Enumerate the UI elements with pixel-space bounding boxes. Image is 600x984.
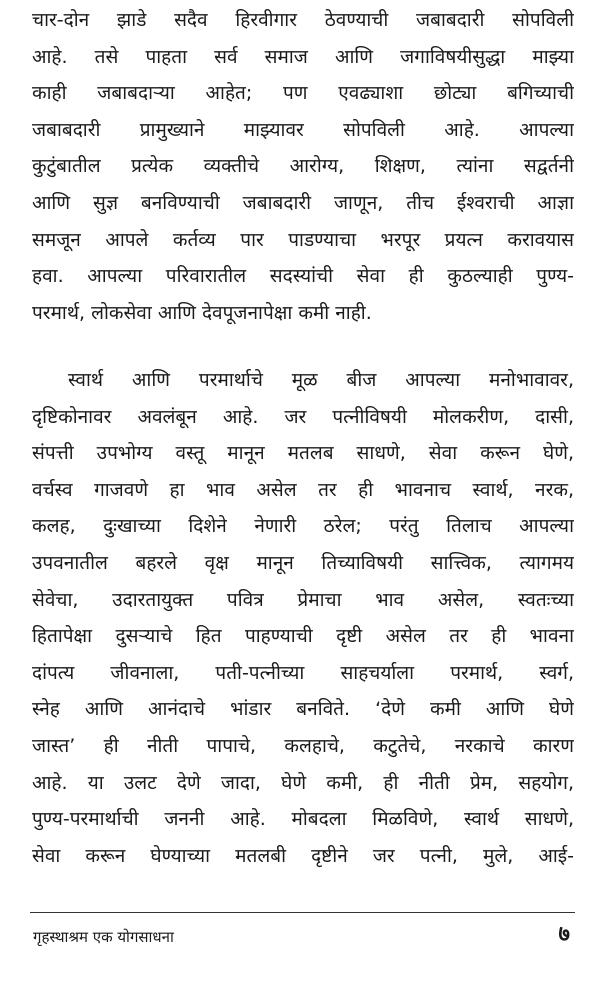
- text-line: उपवनातील बहरले वृक्ष मानून तिच्याविषयी सात्त्विक, त्यागमय: [32, 551, 574, 574]
- paragraph-2: [32, 362, 574, 874]
- text-line: काही जबाबदाऱ्या आहेत; पण एवढ्याशा छोट्या बगिच्याची: [32, 82, 574, 105]
- text-line: समजून आपले कर्तव्य पार पाडण्याचा भरपूर प्रयत्न करावयास: [32, 228, 574, 251]
- text-line: स्वार्थ आणि परमार्थाचे मूळ बीज आपल्या मनोभावावर,: [68, 369, 574, 391]
- text-line: जास्त’ ही नीती पापाचे, कलहाचे, कटुतेचे, नरकाचे कारण: [32, 734, 574, 757]
- paragraph-1: [32, 2, 574, 331]
- text-line: हवा. आपल्या परिवारातील सदस्यांची सेवा ही कुठल्याही पुण्य-: [32, 265, 574, 288]
- page-number: ७: [558, 922, 570, 947]
- text-line: कलह, दुःखाच्या दिशेने नेणारी ठरेल; परंतु तिलाच आपल्या: [32, 515, 574, 538]
- text-line: आहे. या उलट देणे जादा, घेणे कमी, ही नीती प्रेम, सहयोग,: [32, 771, 574, 794]
- footer-divider: [30, 912, 575, 913]
- text-line: आणि सुज्ञ बनविण्याची जबाबदारी जाणून, तीच ईश्वराची आज्ञा: [32, 191, 574, 214]
- text-line: सेवेचा, उदारतायुक्त पवित्र प्रेमाचा भाव असेल, स्वतःच्या: [32, 588, 574, 611]
- text-line: पुण्य-परमार्थाची जननी आहे. मोबदला मिळविणे, स्वार्थ साधणे,: [32, 808, 574, 831]
- text-line: कुटुंबातील प्रत्येक व्यक्तीचे आरोग्य, शिक्षण, त्यांना सद्वर्तनी: [32, 155, 574, 178]
- text-line: आहे. तसे पाहता सर्व समाज आणि जगाविषयीसुद्धा माझ्या: [32, 45, 574, 68]
- text-line: संपत्ती उपभोग्य वस्तू मानून मतलब साधणे, सेवा करून घेणे,: [32, 442, 574, 465]
- text-line: हितापेक्षा दुसऱ्याचे हित पाहण्याची दृष्टी असेल तर ही भावना: [32, 625, 574, 648]
- running-footer-title: गृहस्थाश्रम एक योगसाधना: [33, 928, 174, 946]
- text-line: परमार्थ, लोकसेवा आणि देवपूजनापेक्षा कमी नाही.: [32, 301, 372, 324]
- text-line: सेवा करून घेण्याच्या मतलबी दृष्टीने जर पत्नी, मुले, आई-: [32, 844, 574, 867]
- text-line: जबाबदारी प्रामुख्याने माझ्यावर सोपविली आहे. आपल्या: [32, 118, 574, 141]
- text-line: चार-दोन झाडे सदैव हिरवीगार ठेवण्याची जबाबदारी सोपविली: [32, 9, 574, 31]
- text-line: वर्चस्व गाजवणे हा भाव असेल तर ही भावनाच स्वार्थ, नरक,: [32, 478, 574, 501]
- text-line: स्नेह आणि आनंदाचे भांडार बनविते. ‘देणे कमी आणि घेणे: [32, 698, 574, 721]
- text-line: दांपत्य जीवनाला, पती-पत्नीच्या साहचर्याला परमार्थ, स्वर्ग,: [32, 661, 574, 684]
- text-line: दृष्टिकोनावर अवलंबून आहे. जर पत्नीविषयी मोलकरीण, दासी,: [32, 405, 574, 428]
